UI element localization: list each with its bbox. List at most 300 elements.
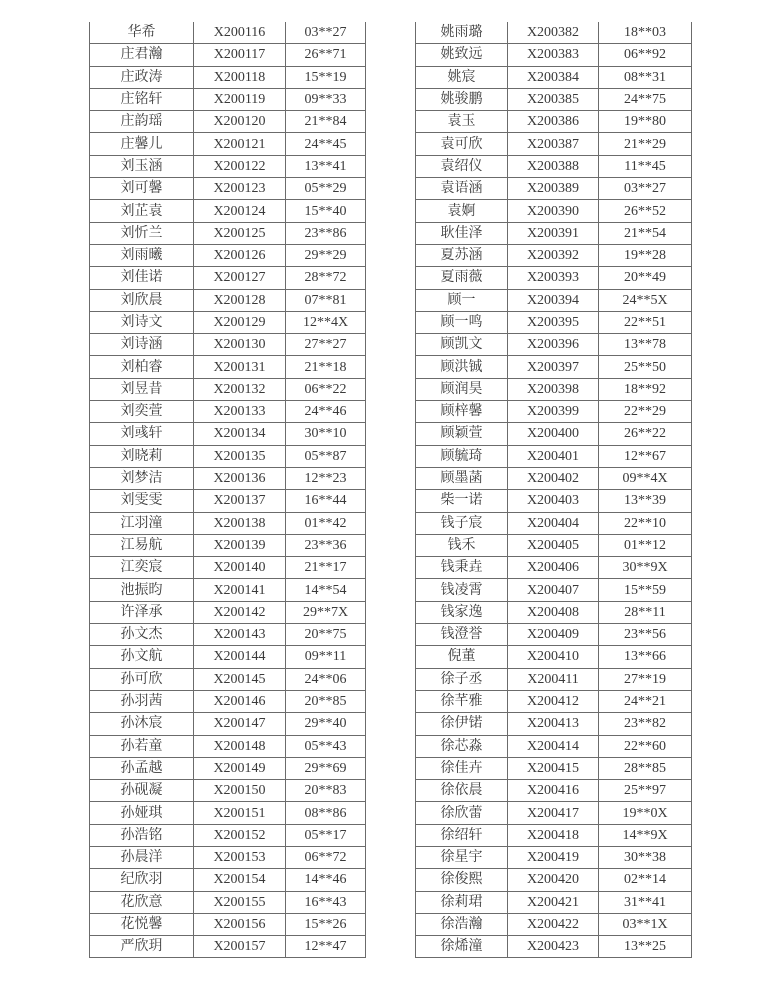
- table-row: [416, 913, 692, 935]
- name-cell: 耿佳泽: [416, 222, 508, 244]
- name-cell: 顾毓琦: [416, 445, 508, 467]
- table-row: [90, 735, 366, 757]
- name-cell: 钱凌霄: [416, 579, 508, 601]
- id-cell: X200136: [194, 467, 286, 489]
- table-row: [416, 222, 692, 244]
- table-row: [416, 467, 692, 489]
- code-cell: 08**86: [286, 802, 366, 824]
- name-cell: 庄政涛: [90, 66, 194, 88]
- code-cell: 11**45: [599, 155, 692, 177]
- id-cell: X200400: [508, 423, 599, 445]
- table-row: [90, 222, 366, 244]
- name-cell: 刘欣晨: [90, 289, 194, 311]
- id-cell: X200384: [508, 66, 599, 88]
- id-cell: X200408: [508, 601, 599, 623]
- table-row: [416, 646, 692, 668]
- code-cell: 21**17: [286, 557, 366, 579]
- id-cell: X200152: [194, 824, 286, 846]
- id-cell: X200397: [508, 356, 599, 378]
- id-cell: X200150: [194, 780, 286, 802]
- table-row: [90, 780, 366, 802]
- code-cell: 15**59: [599, 579, 692, 601]
- name-cell: 刘彧轩: [90, 423, 194, 445]
- name-cell: 袁婀: [416, 200, 508, 222]
- name-cell: 徐莉珺: [416, 891, 508, 913]
- code-cell: 26**22: [599, 423, 692, 445]
- id-cell: X200154: [194, 869, 286, 891]
- table-row: [90, 913, 366, 935]
- table-row: [90, 490, 366, 512]
- table-row: [416, 22, 692, 44]
- id-cell: X200130: [194, 334, 286, 356]
- table-row: [416, 378, 692, 400]
- name-cell: 刘柏睿: [90, 356, 194, 378]
- name-cell: 刘晓莉: [90, 445, 194, 467]
- id-cell: X200119: [194, 88, 286, 110]
- code-cell: 25**50: [599, 356, 692, 378]
- name-cell: 孙文航: [90, 646, 194, 668]
- code-cell: 06**22: [286, 378, 366, 400]
- code-cell: 13**78: [599, 334, 692, 356]
- code-cell: 20**85: [286, 690, 366, 712]
- id-cell: X200399: [508, 401, 599, 423]
- name-cell: 徐俊熙: [416, 869, 508, 891]
- code-cell: 20**83: [286, 780, 366, 802]
- code-cell: 28**11: [599, 601, 692, 623]
- table-row: [90, 690, 366, 712]
- table-row: [416, 936, 692, 958]
- code-cell: 09**11: [286, 646, 366, 668]
- code-cell: 18**92: [599, 378, 692, 400]
- code-cell: 24**46: [286, 401, 366, 423]
- id-cell: X200146: [194, 690, 286, 712]
- name-cell: 刘雨曦: [90, 244, 194, 266]
- table-row: [90, 802, 366, 824]
- code-cell: 03**1X: [599, 913, 692, 935]
- table-row: [90, 757, 366, 779]
- id-cell: X200120: [194, 111, 286, 133]
- name-cell: 姚致远: [416, 44, 508, 66]
- table-row: [90, 178, 366, 200]
- name-cell: 刘可馨: [90, 178, 194, 200]
- name-cell: 孙可欣: [90, 668, 194, 690]
- code-cell: 21**29: [599, 133, 692, 155]
- table-row: [90, 44, 366, 66]
- name-cell: 徐芯淼: [416, 735, 508, 757]
- code-cell: 22**29: [599, 401, 692, 423]
- table-row: [90, 534, 366, 556]
- id-cell: X200138: [194, 512, 286, 534]
- name-cell: 袁绍仪: [416, 155, 508, 177]
- id-cell: X200396: [508, 334, 599, 356]
- code-cell: 28**72: [286, 267, 366, 289]
- name-cell: 纪欣羽: [90, 869, 194, 891]
- name-cell: 孙沐宸: [90, 713, 194, 735]
- table-row: [90, 111, 366, 133]
- id-cell: X200140: [194, 557, 286, 579]
- code-cell: 06**72: [286, 846, 366, 868]
- table-row: [90, 244, 366, 266]
- id-cell: X200137: [194, 490, 286, 512]
- id-cell: X200142: [194, 601, 286, 623]
- name-cell: 夏雨薇: [416, 267, 508, 289]
- table-row: [416, 334, 692, 356]
- id-cell: X200388: [508, 155, 599, 177]
- name-cell: 袁语涵: [416, 178, 508, 200]
- table-row: [416, 445, 692, 467]
- code-cell: 15**19: [286, 66, 366, 88]
- table-row: [416, 668, 692, 690]
- table-row: [90, 267, 366, 289]
- name-cell: 姚骏鹏: [416, 88, 508, 110]
- name-cell: 严欣玥: [90, 936, 194, 958]
- name-cell: 顾颖萱: [416, 423, 508, 445]
- name-cell: 袁玉: [416, 111, 508, 133]
- table-row: [90, 668, 366, 690]
- id-cell: X200117: [194, 44, 286, 66]
- code-cell: 13**25: [599, 936, 692, 958]
- id-cell: X200148: [194, 735, 286, 757]
- code-cell: 24**45: [286, 133, 366, 155]
- code-cell: 23**56: [599, 624, 692, 646]
- id-cell: X200391: [508, 222, 599, 244]
- code-cell: 25**97: [599, 780, 692, 802]
- code-cell: 13**39: [599, 490, 692, 512]
- id-cell: X200398: [508, 378, 599, 400]
- code-cell: 13**66: [599, 646, 692, 668]
- table-row: [90, 824, 366, 846]
- id-cell: X200394: [508, 289, 599, 311]
- table-row: [416, 824, 692, 846]
- name-cell: 顾墨菡: [416, 467, 508, 489]
- table-row: [416, 66, 692, 88]
- code-cell: 05**87: [286, 445, 366, 467]
- name-cell: 孙若童: [90, 735, 194, 757]
- table-row: [90, 445, 366, 467]
- code-cell: 21**84: [286, 111, 366, 133]
- id-cell: X200414: [508, 735, 599, 757]
- name-cell: 庄君瀚: [90, 44, 194, 66]
- table-row: [90, 891, 366, 913]
- code-cell: 16**43: [286, 891, 366, 913]
- table-row: [416, 244, 692, 266]
- name-cell: 倪董: [416, 646, 508, 668]
- table-row: [90, 401, 366, 423]
- name-cell: 徐芊雅: [416, 690, 508, 712]
- table-row: [416, 690, 692, 712]
- code-cell: 19**0X: [599, 802, 692, 824]
- table-row: [416, 735, 692, 757]
- code-cell: 26**71: [286, 44, 366, 66]
- id-cell: X200127: [194, 267, 286, 289]
- id-cell: X200409: [508, 624, 599, 646]
- name-cell: 刘玉涵: [90, 155, 194, 177]
- table-row: [416, 88, 692, 110]
- id-cell: X200128: [194, 289, 286, 311]
- table-row: [90, 155, 366, 177]
- code-cell: 29**40: [286, 713, 366, 735]
- table-row: [416, 267, 692, 289]
- id-cell: X200125: [194, 222, 286, 244]
- name-cell: 江羽潼: [90, 512, 194, 534]
- code-cell: 12**4X: [286, 311, 366, 333]
- table-row: [416, 802, 692, 824]
- id-cell: X200132: [194, 378, 286, 400]
- id-cell: X200393: [508, 267, 599, 289]
- id-cell: X200156: [194, 913, 286, 935]
- name-cell: 徐子丞: [416, 668, 508, 690]
- code-cell: 19**28: [599, 244, 692, 266]
- name-cell: 江易航: [90, 534, 194, 556]
- table-row: [416, 534, 692, 556]
- code-cell: 27**19: [599, 668, 692, 690]
- id-cell: X200382: [508, 22, 599, 44]
- id-cell: X200385: [508, 88, 599, 110]
- name-cell: 徐伊锘: [416, 713, 508, 735]
- name-cell: 庄铭轩: [90, 88, 194, 110]
- table-row: [416, 200, 692, 222]
- table-row: [416, 713, 692, 735]
- code-cell: 30**38: [599, 846, 692, 868]
- id-cell: X200151: [194, 802, 286, 824]
- name-cell: 孙羽茜: [90, 690, 194, 712]
- code-cell: 05**17: [286, 824, 366, 846]
- name-cell: 徐烯潼: [416, 936, 508, 958]
- id-cell: X200420: [508, 869, 599, 891]
- table-row: [416, 401, 692, 423]
- table-row: [416, 356, 692, 378]
- table-row: [416, 891, 692, 913]
- code-cell: 22**51: [599, 311, 692, 333]
- table-row: [416, 289, 692, 311]
- code-cell: 07**81: [286, 289, 366, 311]
- name-cell: 孙孟越: [90, 757, 194, 779]
- table-row: [416, 111, 692, 133]
- name-cell: 刘忻兰: [90, 222, 194, 244]
- table-row: [90, 646, 366, 668]
- name-cell: 刘昱昔: [90, 378, 194, 400]
- id-cell: X200402: [508, 467, 599, 489]
- code-cell: 13**41: [286, 155, 366, 177]
- table-row: [416, 780, 692, 802]
- table-row: [416, 44, 692, 66]
- code-cell: 22**60: [599, 735, 692, 757]
- id-cell: X200149: [194, 757, 286, 779]
- table-row: [90, 334, 366, 356]
- code-cell: 12**23: [286, 467, 366, 489]
- table-row: [416, 490, 692, 512]
- id-cell: X200118: [194, 66, 286, 88]
- right-roster-body: [416, 22, 692, 958]
- id-cell: X200404: [508, 512, 599, 534]
- table-row: [416, 846, 692, 868]
- table-row: [90, 289, 366, 311]
- name-cell: 花欣意: [90, 891, 194, 913]
- id-cell: X200126: [194, 244, 286, 266]
- id-cell: X200416: [508, 780, 599, 802]
- code-cell: 05**43: [286, 735, 366, 757]
- code-cell: 12**67: [599, 445, 692, 467]
- table-row: [90, 936, 366, 958]
- id-cell: X200418: [508, 824, 599, 846]
- code-cell: 21**18: [286, 356, 366, 378]
- name-cell: 许泽承: [90, 601, 194, 623]
- left-roster-table: [89, 22, 366, 958]
- table-row: [416, 133, 692, 155]
- code-cell: 23**86: [286, 222, 366, 244]
- right-roster-table: [415, 22, 692, 958]
- id-cell: X200122: [194, 155, 286, 177]
- name-cell: 孙娅琪: [90, 802, 194, 824]
- id-cell: X200421: [508, 891, 599, 913]
- id-cell: X200121: [194, 133, 286, 155]
- id-cell: X200141: [194, 579, 286, 601]
- name-cell: 庄韵瑶: [90, 111, 194, 133]
- id-cell: X200395: [508, 311, 599, 333]
- name-cell: 钱家逸: [416, 601, 508, 623]
- table-row: [416, 423, 692, 445]
- id-cell: X200143: [194, 624, 286, 646]
- table-row: [90, 423, 366, 445]
- id-cell: X200116: [194, 22, 286, 44]
- id-cell: X200419: [508, 846, 599, 868]
- name-cell: 钱子宸: [416, 512, 508, 534]
- name-cell: 顾洪铖: [416, 356, 508, 378]
- table-row: [90, 557, 366, 579]
- code-cell: 03**27: [599, 178, 692, 200]
- code-cell: 12**47: [286, 936, 366, 958]
- table-row: [416, 624, 692, 646]
- table-row: [90, 133, 366, 155]
- id-cell: X200123: [194, 178, 286, 200]
- id-cell: X200155: [194, 891, 286, 913]
- name-cell: 刘雯雯: [90, 490, 194, 512]
- code-cell: 26**52: [599, 200, 692, 222]
- table-row: [416, 311, 692, 333]
- code-cell: 30**10: [286, 423, 366, 445]
- table-row: [416, 757, 692, 779]
- id-cell: X200153: [194, 846, 286, 868]
- table-row: [90, 601, 366, 623]
- id-cell: X200422: [508, 913, 599, 935]
- code-cell: 15**26: [286, 913, 366, 935]
- id-cell: X200133: [194, 401, 286, 423]
- name-cell: 徐依晨: [416, 780, 508, 802]
- name-cell: 刘梦洁: [90, 467, 194, 489]
- id-cell: X200124: [194, 200, 286, 222]
- id-cell: X200392: [508, 244, 599, 266]
- name-cell: 顾一鸣: [416, 311, 508, 333]
- id-cell: X200134: [194, 423, 286, 445]
- name-cell: 孙文杰: [90, 624, 194, 646]
- id-cell: X200413: [508, 713, 599, 735]
- id-cell: X200387: [508, 133, 599, 155]
- code-cell: 01**12: [599, 534, 692, 556]
- table-row: [90, 200, 366, 222]
- name-cell: 袁可欣: [416, 133, 508, 155]
- table-row: [90, 22, 366, 44]
- code-cell: 21**54: [599, 222, 692, 244]
- code-cell: 20**49: [599, 267, 692, 289]
- id-cell: X200415: [508, 757, 599, 779]
- name-cell: 顾梓馨: [416, 401, 508, 423]
- name-cell: 庄馨儿: [90, 133, 194, 155]
- name-cell: 刘诗涵: [90, 334, 194, 356]
- id-cell: X200405: [508, 534, 599, 556]
- name-cell: 夏苏涵: [416, 244, 508, 266]
- table-row: [90, 579, 366, 601]
- table-row: [416, 557, 692, 579]
- code-cell: 08**31: [599, 66, 692, 88]
- id-cell: X200423: [508, 936, 599, 958]
- code-cell: 29**7X: [286, 601, 366, 623]
- table-row: [416, 512, 692, 534]
- id-cell: X200390: [508, 200, 599, 222]
- id-cell: X200410: [508, 646, 599, 668]
- name-cell: 徐浩瀚: [416, 913, 508, 935]
- id-cell: X200145: [194, 668, 286, 690]
- table-row: [416, 601, 692, 623]
- code-cell: 01**42: [286, 512, 366, 534]
- code-cell: 14**54: [286, 579, 366, 601]
- name-cell: 孙晨洋: [90, 846, 194, 868]
- id-cell: X200417: [508, 802, 599, 824]
- name-cell: 孙浩铭: [90, 824, 194, 846]
- code-cell: 27**27: [286, 334, 366, 356]
- name-cell: 顾一: [416, 289, 508, 311]
- id-cell: X200407: [508, 579, 599, 601]
- code-cell: 29**69: [286, 757, 366, 779]
- code-cell: 19**80: [599, 111, 692, 133]
- id-cell: X200144: [194, 646, 286, 668]
- name-cell: 刘佳诺: [90, 267, 194, 289]
- name-cell: 钱秉垚: [416, 557, 508, 579]
- name-cell: 孙砚凝: [90, 780, 194, 802]
- code-cell: 06**92: [599, 44, 692, 66]
- code-cell: 24**5X: [599, 289, 692, 311]
- name-cell: 钱澄誉: [416, 624, 508, 646]
- code-cell: 20**75: [286, 624, 366, 646]
- code-cell: 02**14: [599, 869, 692, 891]
- id-cell: X200383: [508, 44, 599, 66]
- name-cell: 刘奕萱: [90, 401, 194, 423]
- code-cell: 15**40: [286, 200, 366, 222]
- name-cell: 江奕宸: [90, 557, 194, 579]
- table-row: [90, 66, 366, 88]
- table-row: [90, 713, 366, 735]
- code-cell: 22**10: [599, 512, 692, 534]
- name-cell: 徐星宇: [416, 846, 508, 868]
- table-row: [416, 178, 692, 200]
- id-cell: X200403: [508, 490, 599, 512]
- table-row: [90, 356, 366, 378]
- code-cell: 24**21: [599, 690, 692, 712]
- name-cell: 姚雨璐: [416, 22, 508, 44]
- code-cell: 30**9X: [599, 557, 692, 579]
- code-cell: 05**29: [286, 178, 366, 200]
- table-row: [90, 311, 366, 333]
- table-row: [90, 88, 366, 110]
- code-cell: 24**75: [599, 88, 692, 110]
- code-cell: 16**44: [286, 490, 366, 512]
- code-cell: 14**9X: [599, 824, 692, 846]
- code-cell: 23**36: [286, 534, 366, 556]
- id-cell: X200386: [508, 111, 599, 133]
- table-row: [416, 579, 692, 601]
- name-cell: 刘芷袁: [90, 200, 194, 222]
- name-cell: 柴一诺: [416, 490, 508, 512]
- name-cell: 钱禾: [416, 534, 508, 556]
